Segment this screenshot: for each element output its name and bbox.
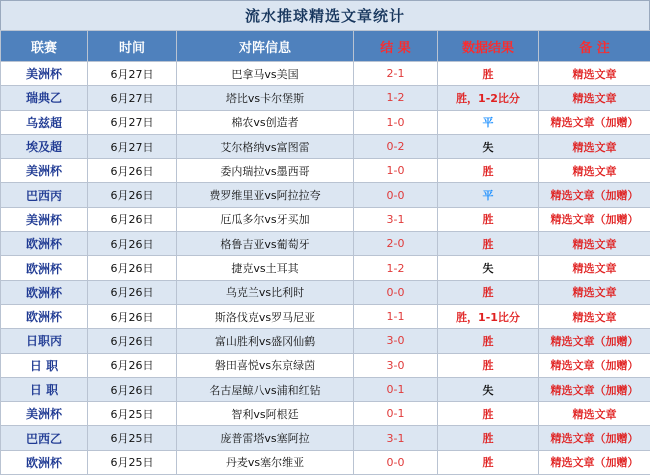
date-cell: 6月26日 [88, 232, 177, 256]
league-cell: 欧洲杯 [1, 232, 88, 256]
result-cell: 胜 [438, 329, 539, 353]
result-cell: 胜，1-2比分 [438, 86, 539, 110]
note-cell: 精选文章（加赠） [539, 450, 650, 474]
header-time: 时间 [88, 31, 177, 62]
result-cell: 胜 [438, 62, 539, 86]
date-cell: 6月26日 [88, 353, 177, 377]
score-cell: 0-1 [354, 402, 438, 426]
stats-table [0, 30, 650, 475]
score-cell: 0-2 [354, 134, 438, 158]
score-cell: 1-1 [354, 304, 438, 328]
note-cell: 精选文章（加赠） [539, 207, 650, 231]
table-row [1, 232, 650, 256]
score-cell: 0-0 [354, 280, 438, 304]
league-cell: 日 职 [1, 353, 88, 377]
result-cell: 胜，1-1比分 [438, 304, 539, 328]
table-row [1, 450, 650, 474]
note-cell: 精选文章 [539, 62, 650, 86]
table-row [1, 377, 650, 401]
match-cell: 巴拿马vs美国 [177, 62, 354, 86]
match-cell: 斯洛伐克vs罗马尼亚 [177, 304, 354, 328]
table-row [1, 304, 650, 328]
note-cell: 精选文章（加赠） [539, 353, 650, 377]
note-cell: 精选文章 [539, 134, 650, 158]
result-cell: 平 [438, 110, 539, 134]
result-cell: 失 [438, 256, 539, 280]
match-cell: 委内瑞拉vs墨西哥 [177, 159, 354, 183]
table-row [1, 256, 650, 280]
score-cell: 2-0 [354, 232, 438, 256]
result-cell: 失 [438, 134, 539, 158]
league-cell: 巴西丙 [1, 183, 88, 207]
league-cell: 欧洲杯 [1, 450, 88, 474]
score-cell: 1-2 [354, 86, 438, 110]
date-cell: 6月26日 [88, 256, 177, 280]
score-cell: 3-1 [354, 426, 438, 450]
header-score: 结 果 [354, 31, 438, 62]
result-cell: 胜 [438, 280, 539, 304]
match-cell: 磐田喜悦vs东京绿茵 [177, 353, 354, 377]
league-cell: 巴西乙 [1, 426, 88, 450]
match-cell: 格鲁吉亚vs葡萄牙 [177, 232, 354, 256]
match-cell: 丹麦vs塞尔维亚 [177, 450, 354, 474]
score-cell: 3-0 [354, 353, 438, 377]
result-cell: 胜 [438, 450, 539, 474]
result-cell: 胜 [438, 402, 539, 426]
result-cell: 胜 [438, 353, 539, 377]
result-cell: 胜 [438, 207, 539, 231]
date-cell: 6月26日 [88, 159, 177, 183]
match-cell: 费罗维里亚vs阿拉拉夸 [177, 183, 354, 207]
table-row [1, 110, 650, 134]
score-cell: 1-0 [354, 110, 438, 134]
table-row [1, 183, 650, 207]
date-cell: 6月27日 [88, 86, 177, 110]
date-cell: 6月26日 [88, 183, 177, 207]
note-cell: 精选文章（加赠） [539, 329, 650, 353]
result-cell: 胜 [438, 232, 539, 256]
league-cell: 欧洲杯 [1, 304, 88, 328]
score-cell: 2-1 [354, 62, 438, 86]
league-cell: 日 职 [1, 377, 88, 401]
date-cell: 6月26日 [88, 377, 177, 401]
match-cell: 富山胜利vs盛冈仙鹤 [177, 329, 354, 353]
table-row [1, 134, 650, 158]
match-cell: 捷克vs土耳其 [177, 256, 354, 280]
league-cell: 乌兹超 [1, 110, 88, 134]
league-cell: 美洲杯 [1, 62, 88, 86]
match-cell: 智利vs阿根廷 [177, 402, 354, 426]
table-row [1, 62, 650, 86]
note-cell: 精选文章 [539, 280, 650, 304]
date-cell: 6月25日 [88, 450, 177, 474]
note-cell: 精选文章（加赠） [539, 110, 650, 134]
match-cell: 名古屋鲸八vs浦和红钻 [177, 377, 354, 401]
table-row [1, 280, 650, 304]
score-cell: 0-0 [354, 183, 438, 207]
table-row [1, 86, 650, 110]
note-cell: 精选文章 [539, 304, 650, 328]
table-row [1, 329, 650, 353]
league-cell: 欧洲杯 [1, 256, 88, 280]
match-cell: 厄瓜多尔vs牙买加 [177, 207, 354, 231]
date-cell: 6月27日 [88, 62, 177, 86]
date-cell: 6月27日 [88, 110, 177, 134]
match-cell: 艾尔格纳vs富图雷 [177, 134, 354, 158]
table-row [1, 159, 650, 183]
note-cell: 精选文章（加赠） [539, 377, 650, 401]
header-match: 对阵信息 [177, 31, 354, 62]
table-row [1, 207, 650, 231]
score-cell: 0-1 [354, 377, 438, 401]
note-cell: 精选文章 [539, 232, 650, 256]
result-cell: 胜 [438, 426, 539, 450]
score-cell: 3-1 [354, 207, 438, 231]
table-row [1, 402, 650, 426]
result-cell: 失 [438, 377, 539, 401]
header-row [1, 31, 650, 62]
header-note: 备 注 [539, 31, 650, 62]
score-cell: 1-2 [354, 256, 438, 280]
note-cell: 精选文章 [539, 402, 650, 426]
header-data-result: 数据结果 [438, 31, 539, 62]
sheet-title: 流水推球精选文章统计 [0, 0, 650, 30]
match-cell: 塔比vs卡尔堡斯 [177, 86, 354, 110]
date-cell: 6月27日 [88, 134, 177, 158]
result-cell: 胜 [438, 159, 539, 183]
league-cell: 欧洲杯 [1, 280, 88, 304]
league-cell: 美洲杯 [1, 207, 88, 231]
league-cell: 美洲杯 [1, 402, 88, 426]
date-cell: 6月26日 [88, 207, 177, 231]
date-cell: 6月25日 [88, 402, 177, 426]
league-cell: 美洲杯 [1, 159, 88, 183]
note-cell: 精选文章 [539, 256, 650, 280]
date-cell: 6月26日 [88, 329, 177, 353]
date-cell: 6月26日 [88, 304, 177, 328]
note-cell: 精选文章（加赠） [539, 426, 650, 450]
score-cell: 0-0 [354, 450, 438, 474]
match-cell: 庞普雷塔vs塞阿拉 [177, 426, 354, 450]
table-row [1, 353, 650, 377]
league-cell: 瑞典乙 [1, 86, 88, 110]
note-cell: 精选文章 [539, 86, 650, 110]
score-cell: 1-0 [354, 159, 438, 183]
note-cell: 精选文章（加赠） [539, 183, 650, 207]
match-cell: 乌克兰vs比利时 [177, 280, 354, 304]
date-cell: 6月25日 [88, 426, 177, 450]
header-league: 联赛 [1, 31, 88, 62]
league-cell: 埃及超 [1, 134, 88, 158]
result-cell: 平 [438, 183, 539, 207]
league-cell: 日职丙 [1, 329, 88, 353]
note-cell: 精选文章 [539, 159, 650, 183]
match-cell: 棉农vs创造者 [177, 110, 354, 134]
table-row [1, 426, 650, 450]
score-cell: 3-0 [354, 329, 438, 353]
date-cell: 6月26日 [88, 280, 177, 304]
